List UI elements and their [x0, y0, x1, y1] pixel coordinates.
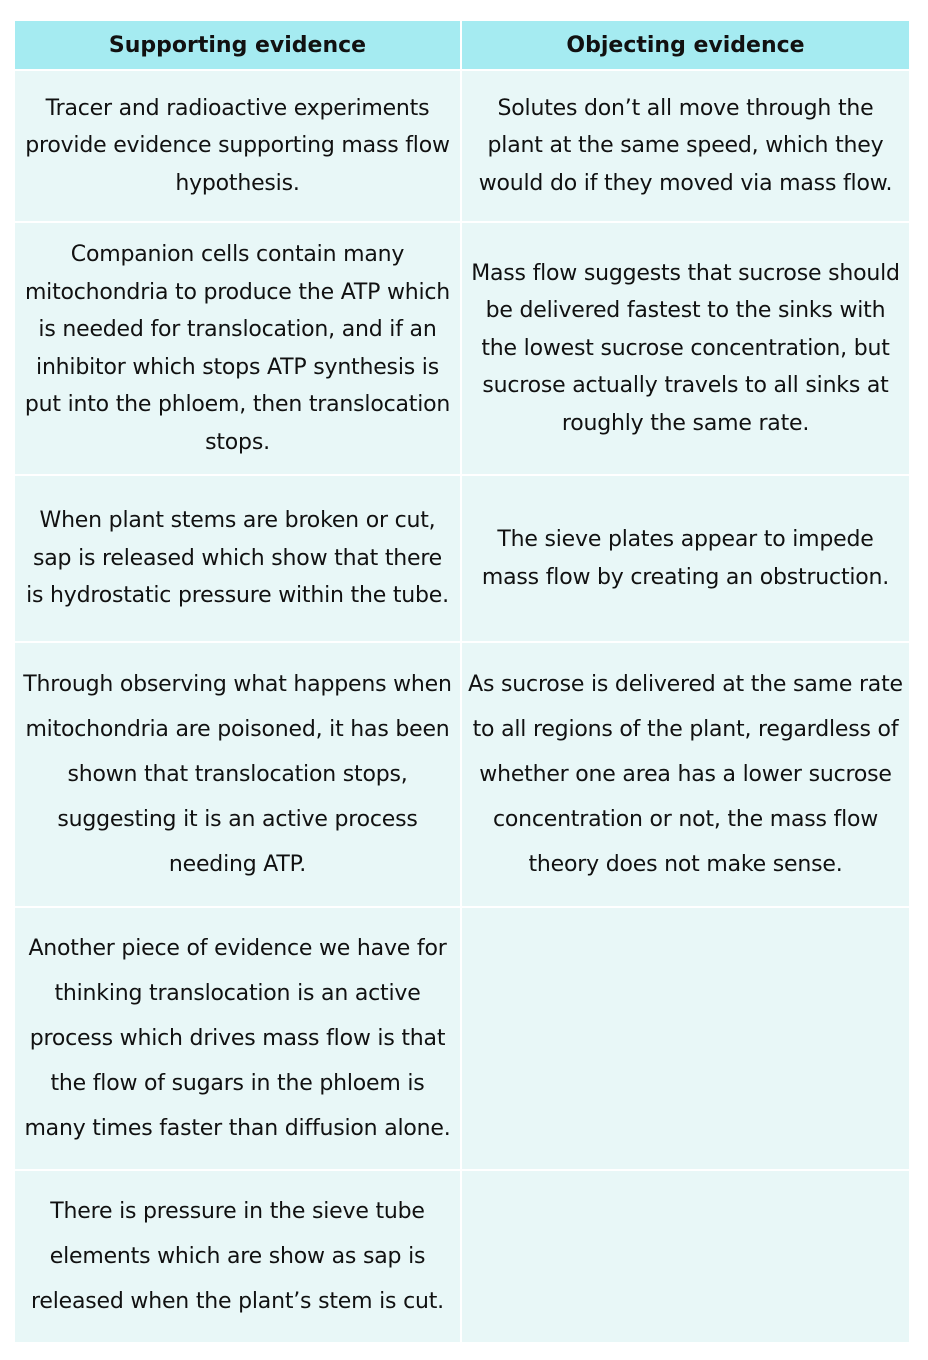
table-row [15, 475, 909, 642]
objecting-cell: Mass flow suggests that sucrose should be delivered fastest to the sinks with the lowest sucrose concentration, but sucrose actually travels to all sinks at roughly the same rate. [461, 222, 909, 475]
table-row [15, 70, 909, 222]
objecting-cell: The sieve plates appear to impede mass flow by creating an obstruction. [461, 475, 909, 642]
objecting-cell: Solutes don’t all move through the plant at the same speed, which they would do if they moved via mass flow. [461, 70, 909, 222]
table-row [15, 642, 909, 907]
header-row [15, 21, 909, 70]
supporting-cell: There is pressure in the sieve tube elements which are show as sap is released when the plant’s stem is cut. [15, 1170, 461, 1342]
table-row [15, 1170, 909, 1342]
supporting-cell: When plant stems are broken or cut, sap is released which show that there is hydrostatic pressure within the tube. [15, 475, 461, 642]
objecting-cell [461, 1170, 909, 1342]
objecting-cell: As sucrose is delivered at the same rate to all regions of the plant, regardless of whether one area has a lower sucrose concentration or not, the mass flow theory does not make sense. [461, 642, 909, 907]
header-supporting-evidence: Supporting evidence [15, 21, 461, 70]
table-row [15, 222, 909, 475]
table-row [15, 907, 909, 1170]
supporting-cell: Tracer and radioactive experiments provide evidence supporting mass flow hypothesis. [15, 70, 461, 222]
objecting-cell [461, 907, 909, 1170]
header-objecting-evidence: Objecting evidence [461, 21, 909, 70]
supporting-cell: Companion cells contain many mitochondria to produce the ATP which is needed for translocation, and if an inhibitor which stops ATP synthesis is put into the phloem, then translocation stops. [15, 222, 461, 475]
supporting-cell: Another piece of evidence we have for thinking translocation is an active process which drives mass flow is that the flow of sugars in the phloem is many times faster than diffusion alone. [15, 907, 461, 1170]
evidence-table [15, 21, 909, 1342]
supporting-cell: Through observing what happens when mitochondria are poisoned, it has been shown that translocation stops, suggesting it is an active process needing ATP. [15, 642, 461, 907]
